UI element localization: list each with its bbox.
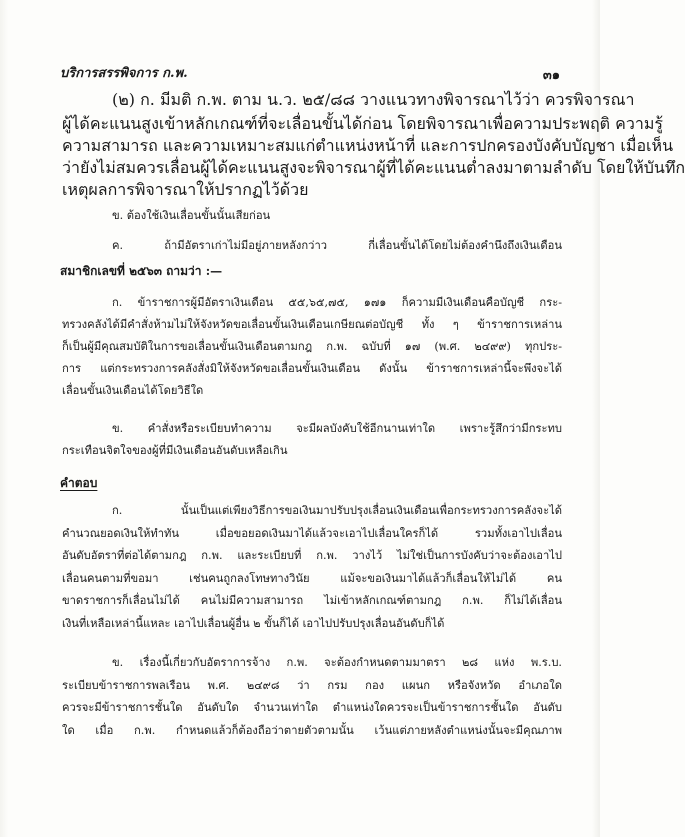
text-line: การ แต่กระทรวงการคลังสั่งมิให้จังหวัดขอเลื่อนขั้นเงินเดือน ดังนั้น ข้าราชการเหล่านี้จะพึงจะได้ — [62, 362, 562, 375]
page-number: ๓๑ — [542, 68, 560, 83]
text-line: ก. ข้าราชการผู้มีอัตราเงินเดือน ๕๕,๖๕,๗๕, ๑๗๑ ก็ความมีเงินเดือนคือบัญชี กระ- — [112, 296, 562, 309]
text-line: ความสามารถ และความเหมาะสมแก่ตำแหน่งหน้าที่ และการปกครองบังคับบัญชา เมื่อเห็น — [62, 136, 673, 155]
paragraph-answer-a — [62, 500, 562, 635]
paragraph-question-b — [62, 418, 562, 462]
text-line: ข. เรื่องนี้เกี่ยวกับอัตราการจ้าง ก.พ. จะต้องกำหนดตามมาตรา ๒๘ แห่ง พ.ร.บ. — [112, 656, 562, 669]
text-line: ทรวงคลังได้มีคำสั่งห้ามไม่ให้จังหวัดขอเลื่อนขั้นเงินเดือนเกษียณต่อบัญชี ทั้ง ๆ ข้าราชการเหล่าน — [62, 318, 562, 331]
page-header-title: บริการสรรพิจการ ก.พ. — [60, 66, 188, 81]
text-line: ว่ายังไม่สมควรเลื่อนผู้ได้คะแนนสูงจะพิจารณาผู้ที่ได้คะแนนต่ำลงมาตามลำดับ โดยให้บันทึก — [62, 158, 685, 177]
paragraph-rule-2 — [62, 88, 685, 201]
text-line: คำนวณยอดเงินให้ทำทัน เมื่อขอยอดเงินมาได้แล้วจะเอาไปเลื่อนใครก็ได้ รวมทั้งเอาไปเลื่อน — [62, 526, 562, 540]
text-line: ผู้ได้คะแนนสูงเข้าหลักเกณฑ์ที่จะเลื่อนขั้นได้ก่อน โดยพิจารณาเพื่อความประพฤติ ความรู้ — [62, 114, 663, 133]
text-line: ข. ต้องใช้เงินเลื่อนขั้นนั้นเสียก่อน — [112, 209, 271, 222]
answer-heading: คำตอบ — [60, 476, 98, 490]
text-line: เหตุผลการพิจารณาให้ปรากฏไว้ด้วย — [62, 180, 309, 199]
paragraph-question-a — [62, 292, 562, 402]
text-line: ก. นั้นเป็นแต่เพียงวิธีการขอเงินมาปรับปรุงเลื่อนเงินเดือนเพื่อกระทรวงการคลังจะได้ — [112, 504, 562, 517]
paragraph-answer-b — [62, 652, 562, 742]
text-line: (๒) ก. มีมติ ก.พ. ตาม น.ว. ๒๕/๘๘ วางแนวทางพิจารณาไว้ว่า ควรพิจารณา — [112, 90, 635, 109]
text-line: เงินที่เหลือเหล่านี้แหละ เอาไปเลื่อนผู้อื่น ๒ ขั้นก็ได้ เอาไปปรับปรุงเลื่อนอันดับก็ได้ — [62, 616, 445, 630]
text-line: ควรจะมีข้าราชการชั้นใด อันดับใด จำนวนเท่าใด ตำแหน่งใดควรจะเป็นข้าราชการชั้นใด อันดับ — [62, 701, 562, 714]
text-line: เลื่อนคนตามที่ขอมา เช่นคนถูกลงโทษทางวินัย แม้จะขอเงินมาได้แล้วก็เลื่อนให้ไม่ได้ คน — [62, 571, 562, 585]
text-line: ก็เป็นผู้มีคุณสมบัติในการขอเลื่อนขั้นเงินเดือนตามกฎ ก.พ. ฉบับที่ ๑๗ (พ.ศ. ๒๔๙๙) ทุกประ- — [62, 340, 562, 353]
text-line: กระเทือนจิตใจของผู้ที่มีเงินเดือนอันดับเหลือเกิน — [62, 444, 288, 457]
text-line: ค. ถ้ามีอัตราเก่าไม่มีอยู่ภายหลังกว่าว กี่เลื่อนขั้นได้โดยไม่ต้องคำนึงถึงเงินเดือน — [112, 239, 562, 252]
text-line: เลื่อนขั้นเงินเดือนได้โดยวิธีใด — [62, 384, 204, 397]
text-line: ข. คำสั่งหรือระเบียบทำความ จะมีผลบังคับใช้อีกนานเท่าใด เพราะรู้สึกว่ามีกระทบ — [112, 422, 562, 435]
paragraph-items-b-c — [62, 205, 562, 257]
text-line: อันดับอัตราที่ต่อได้ตามกฎ ก.พ. และระเบียบที่ ก.พ. วางไว้ ไม่ใช่เป็นการบังคับว่าจะต้องเอาไป — [62, 549, 562, 562]
text-line: ขาดราชการก็เลื่อนไม่ได้ คนไม่มีความสามารถ ไม่เข้าหลักเกณฑ์ตามกฎ ก.พ. ก็ไม่ได้เลื่อน — [62, 594, 562, 607]
text-line: ระเบียบข้าราชการพลเรือน พ.ศ. ๒๔๙๘ ว่า กรม กอง แผนก หรือจังหวัด อำเภอใด — [62, 678, 562, 692]
text-line: ใด เมื่อ ก.พ. กำหนดแล้วก็ต้องถือว่าตายตัวตามนั้น เว้นแต่ภายหลังตำแหน่งนั้นจะมีคุณภาพ — [62, 723, 562, 737]
member-question-heading: สมาชิกเลขที่ ๒๕๖๓ ถามว่า :— — [60, 264, 223, 278]
